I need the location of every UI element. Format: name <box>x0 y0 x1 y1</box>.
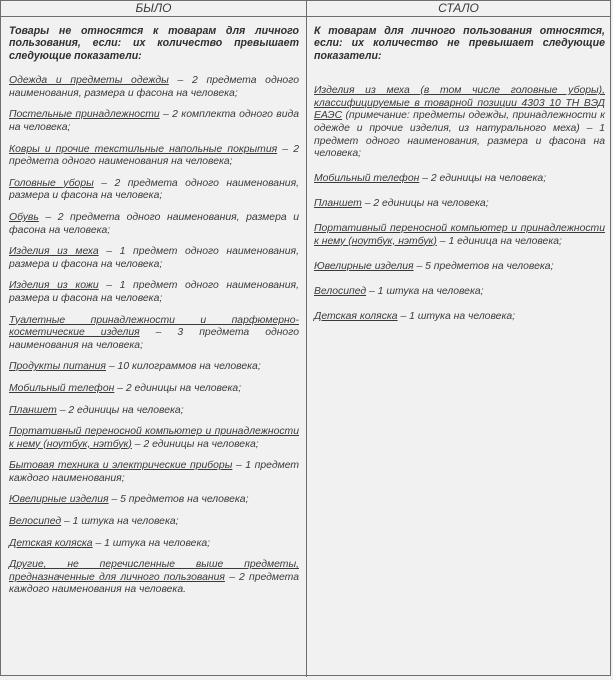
item-text: – 3 предмета одного наименования на человека; <box>9 327 299 351</box>
item-name: Портативный переносной компьютер и принадлежности к нему (ноутбук, нэтбук) <box>9 426 299 450</box>
before-item <box>9 280 299 305</box>
before-item <box>9 361 299 374</box>
column-header-after: СТАЛО <box>307 1 610 17</box>
item-text: – 1 штука на человека; <box>92 537 211 549</box>
item-name: Ковры и прочие текстильные напольные покрытия <box>9 143 278 155</box>
after-item <box>314 261 605 274</box>
item-name: Изделия из меха <box>9 246 99 258</box>
item-name: Портативный переносной компьютер и принадлежности к нему (ноутбук, нэтбук) <box>314 223 605 247</box>
item-text: – 2 комплекта одного вида на человека; <box>9 109 299 133</box>
item-text: – 2 предмета одного наименования, размера и фасона на человека; <box>9 211 299 236</box>
before-item <box>9 538 299 551</box>
item-text: – 5 предметов на человека; <box>108 494 249 506</box>
item-name: Мобильный телефон <box>314 173 420 185</box>
before-item <box>9 315 299 353</box>
item-text: – 1 предмет каждого наименования; <box>9 460 300 484</box>
before-column <box>9 25 299 606</box>
before-item <box>9 383 299 396</box>
item-text: – 2 предмета одного наименования на человека; <box>9 143 299 168</box>
item-text: – 2 единицы на человека; <box>56 404 184 416</box>
before-item <box>9 178 299 203</box>
before-item <box>9 405 299 418</box>
after-item <box>314 85 605 161</box>
before-item <box>9 516 299 529</box>
item-text: – 1 штука на человека; <box>61 516 179 528</box>
item-text: – 1 штука на человека; <box>397 310 516 322</box>
item-name: Изделия из меха (в том числе головные уборы), классифицируемые в товарной позиции 4303 10 ТН ВЭД ЕАЭС <box>314 85 605 122</box>
before-item <box>9 494 299 507</box>
item-text: – 2 предмета одного наименования, размера и фасона на человека; <box>9 75 299 99</box>
item-name: Планшет <box>314 198 362 210</box>
item-text: – 1 предмет одного наименования, размера и фасона на человека; <box>9 280 299 304</box>
item-text: – 2 единицы на человека; <box>361 198 489 210</box>
item-text: – 2 предмета одного наименования, размера и фасона на человека; <box>9 177 300 202</box>
item-text: – 1 предмет одного наименования, размера и фасона на человека; <box>9 246 299 270</box>
item-name: Ювелирные изделия <box>314 260 414 272</box>
after-item <box>314 311 605 324</box>
item-text: – 10 килограммов на человека; <box>105 361 261 373</box>
item-name: Туалетные принадлежности и парфюмерно-косметические изделия <box>9 314 299 339</box>
item-text: – 2 единицы на человека; <box>419 173 547 185</box>
before-item <box>9 246 299 271</box>
item-name: Велосипед <box>314 285 367 297</box>
item-name: Изделия из кожи <box>9 280 99 292</box>
item-name: Одежда и предметы одежды <box>9 75 169 87</box>
item-text: – 1 единица на человека; <box>436 235 562 247</box>
item-text: – 5 предметов на человека; <box>413 260 554 272</box>
item-name: Ювелирные изделия <box>9 494 109 506</box>
item-text: (примечание: предметы одежды, принадлежности к одежде и прочие изделия, из натурального меха) – 1 предмет одного наименования, размера и фасона на человека; <box>314 110 605 160</box>
before-item <box>9 75 299 100</box>
item-name: Детская коляска <box>9 537 93 549</box>
item-name: Мобильный телефон <box>9 382 115 394</box>
before-item <box>9 212 299 237</box>
column-header-before: БЫЛО <box>1 1 307 17</box>
item-name: Головные уборы <box>9 177 94 189</box>
item-name: Детская коляска <box>314 310 398 322</box>
before-item <box>9 144 299 169</box>
item-name: Другие, не перечисленные выше предметы, предназначенные для личного пользования <box>9 559 299 583</box>
item-name: Велосипед <box>9 516 62 528</box>
item-text: – 2 единицы на человека; <box>114 382 242 394</box>
before-item <box>9 426 299 451</box>
before-intro: Товары не относятся к товарам для личного пользования, если: их количество превышает следующие показатели: <box>9 25 299 62</box>
after-intro: К товарам для личного пользования относятся, если: их количество не превышает следующие показатели: <box>314 25 605 62</box>
item-name: Бытовая техника и электрические приборы <box>9 460 233 472</box>
item-name: Планшет <box>9 404 57 416</box>
column-divider <box>306 1 307 677</box>
after-item <box>314 286 605 299</box>
after-item <box>314 198 605 211</box>
item-text: – 2 предмета каждого наименования на человека. <box>9 571 299 596</box>
after-item <box>314 223 605 248</box>
before-item <box>9 109 299 134</box>
item-name: Постельные принадлежности <box>9 109 160 121</box>
after-column <box>314 25 605 336</box>
item-text: – 1 штука на человека; <box>366 285 484 297</box>
before-item <box>9 460 299 485</box>
before-item <box>9 559 299 597</box>
item-name: Обувь <box>9 211 39 223</box>
after-item <box>314 173 605 186</box>
item-name: Продукты питания <box>9 361 106 373</box>
item-text: – 2 единицы на человека; <box>131 438 259 450</box>
